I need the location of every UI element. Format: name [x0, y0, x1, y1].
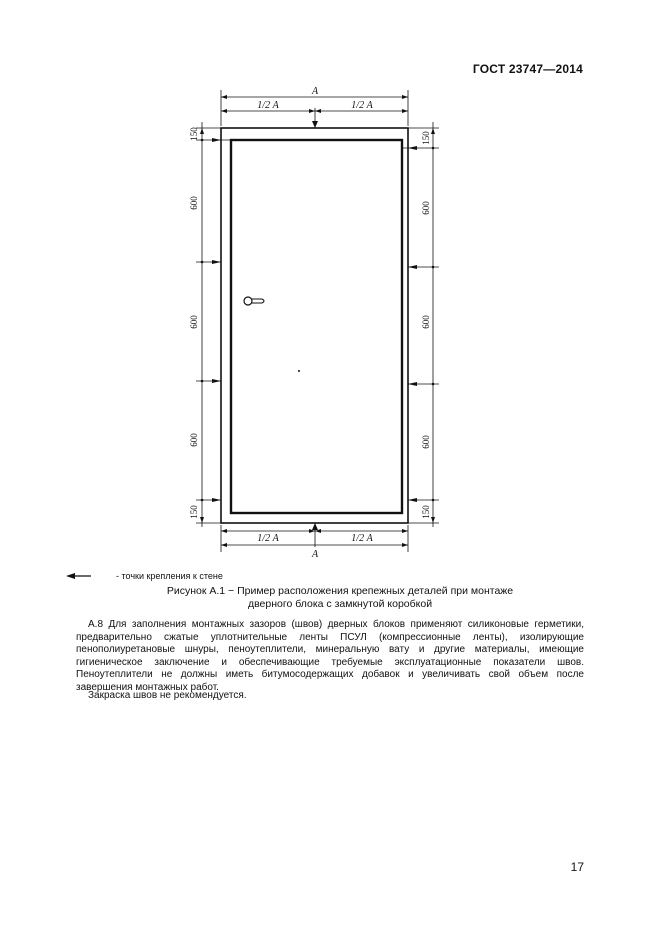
fixing-arrow-left-3 [212, 379, 221, 383]
dim-top-half-right: 1/2 А [351, 100, 373, 111]
dim-top-half-left: 1/2 А [257, 100, 279, 111]
caption-line-1: Рисунок А.1 − Пример расположения крепежных деталей при монтаже [166, 585, 514, 597]
fixing-arrow-top [312, 121, 318, 128]
fixing-arrow-left-4 [212, 498, 221, 502]
dim-bottom-total: А [311, 549, 319, 560]
dim-right-600-3: 600 [421, 435, 431, 449]
dim-left-600-3: 600 [189, 433, 199, 447]
dim-right-600-2: 600 [421, 315, 431, 329]
door-frame-outer [221, 128, 408, 523]
caption-line-2: дверного блока с замкнутой коробкой [247, 598, 433, 610]
fixing-arrow-right-3 [408, 382, 417, 386]
document-code: ГОСТ 23747—2014 [472, 62, 583, 76]
fixing-arrow-right-2 [408, 265, 417, 269]
dim-bottom-half-right: 1/2 А [351, 533, 373, 544]
dim-right-150-top: 150 [421, 131, 431, 145]
dim-left-600-1: 600 [189, 196, 199, 210]
fixing-arrow-right-4 [408, 498, 417, 502]
legend-arrow-icon [66, 573, 91, 579]
fixing-arrow-left-1 [212, 138, 221, 142]
fixing-arrow-right-1 [408, 146, 417, 150]
legend-label: - точки крепления к стене [116, 571, 223, 581]
fixing-arrow-left-2 [212, 260, 221, 264]
dim-left-150-bottom: 150 [189, 505, 199, 519]
paragraph-paint: Закраска швов не рекомендуется. [88, 690, 247, 701]
dim-right-150-bottom: 150 [421, 505, 431, 519]
fixing-arrow-bottom [312, 523, 318, 530]
door-leaf [231, 140, 402, 513]
dim-left-600-2: 600 [189, 315, 199, 329]
figure-caption [120, 585, 560, 611]
dim-right-600-1: 600 [421, 201, 431, 215]
page-number: 17 [570, 860, 584, 874]
dim-top-total: А [311, 86, 319, 97]
door-handle-icon [244, 297, 264, 305]
paragraph-a8: А.8 Для заполнения монтажных зазоров (швов) дверных блоков применяют силиконовые герметики, предварительно сжатые уплотнительные ленты ПСУЛ (компрессионные ленты), изолирующие пенополиуретановые шнуры, пеноутеплители, минеральную вату и другие материалы, имеющие гигиеническое заключение и обеспечивающие требуемые эксплуатационные показатели швов. Пеноутеплители не должны иметь битумосодержащих добавок и увеличивать свой объем после завершения монтажных работ. [76, 619, 584, 693]
dim-bottom-half-left: 1/2 А [257, 533, 279, 544]
dim-left-150-top: 150 [189, 127, 199, 141]
